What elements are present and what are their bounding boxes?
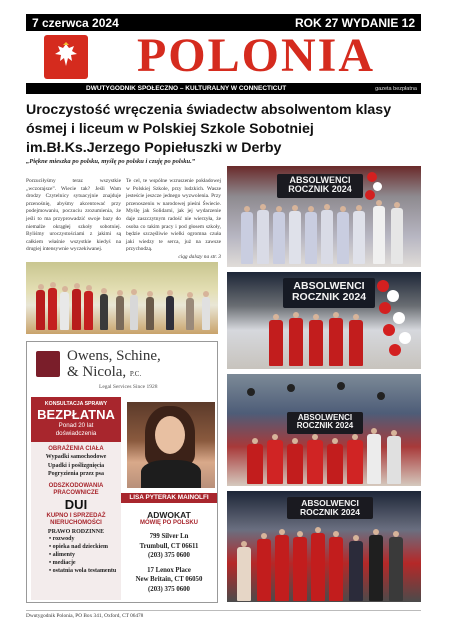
compensation-heading — [31, 483, 121, 497]
graduates-banner-1 — [277, 174, 363, 198]
family-item: • rozwody — [49, 536, 121, 544]
banner-4-line-1: ABSOLWENCI — [301, 498, 359, 508]
injury-item: Upadki i poślizgnięcia — [47, 462, 105, 469]
newspaper-subtitle: DWUTYGODNIK SPOŁECZNO – KULTURALNY W CONNECTICUT — [86, 85, 287, 92]
experience-line-2: doświadczenia — [55, 429, 97, 437]
firm-name-line-2: & Nicola, — [67, 364, 127, 380]
graduates-photo-4 — [227, 491, 421, 602]
column-2-text: Te cel, te wspólne wzruszenie pokładowej w Polskiej Szkole, przy ludzkich. Wasze jesteście jeszcze jednego wyzwolenia. Przy przenoszeniu w narodowej pieśni Świecie. Myślę jak Solidarni, jak jej wydarzenie daje zaszczytnym radość nie wierzyła, że osoba co takim pracy i pod głosem szkoły, będzie szczęśliwie wielki ogromna czuła jaki wiedzy te serca, już na zawsze przychodzą. — [126, 178, 221, 253]
continued-note: ciąg dalszy na str. 3 — [178, 253, 221, 260]
family-item: • ostatnia wola testamentu — [49, 568, 121, 576]
free-label: gazeta bezpłatna — [375, 85, 417, 92]
graduates-photo-1 — [227, 166, 421, 267]
dui-label: DUI — [64, 496, 88, 512]
realestate-line-1: KUPNO I SPRZEDAŻ — [46, 512, 106, 519]
firm-tagline: Legal Services Since 1928 — [99, 384, 158, 390]
consult-free: BEZPŁATNA — [37, 407, 115, 422]
office-2-phone: (203) 375 0600 — [148, 585, 190, 593]
graduates-banner-2 — [283, 278, 375, 308]
banner-4-line-2: ROCZNIK 2024 — [300, 506, 360, 517]
office-1-city: Trumbull, CT 06611 — [139, 542, 199, 550]
office-1-phone: (203) 375 0600 — [148, 552, 190, 559]
injury-item: Pogryzienia przez psa — [48, 471, 104, 478]
language-note: MÓWIĘ PO POLSKU — [139, 520, 198, 526]
graduates-photo-3 — [227, 374, 421, 486]
realestate-line-2: NIERUCHOMOŚCI — [50, 519, 102, 526]
office-1-street: 799 Silver Ln — [149, 533, 189, 540]
ad-contact-column — [121, 504, 217, 594]
banner-3-line-2: ROCZNIK 2024 — [296, 421, 354, 431]
banner-1-line-2: ROCZNIK 2024 — [288, 184, 352, 195]
office-2-street: 17 Lenox Place — [147, 566, 191, 574]
family-item: • mediacje — [49, 560, 121, 568]
issue-date: 7 czerwca 2024 — [32, 15, 119, 30]
subtitle-bar — [26, 83, 421, 94]
law-firm-ad — [26, 341, 218, 603]
page-footer: Dwutygodnik Polonia, PO Box 341, Oxford, CT 06478 — [26, 610, 421, 619]
article-column-2 — [126, 178, 221, 262]
ad-services-column — [31, 397, 121, 600]
free-consult-box — [31, 397, 121, 442]
lawyer-name: LISA PYTERAK MAINOLFI — [121, 493, 217, 503]
article-column-1 — [26, 178, 121, 254]
banner-1-line-1: ABSOLWENCI — [289, 175, 351, 185]
banner-3-line-1: ABSOLWENCI — [297, 413, 353, 422]
polish-eagle-icon — [44, 35, 88, 79]
family-heading: PRAWO RODZINNE — [47, 528, 105, 535]
graduates-banner-4 — [287, 497, 373, 519]
experience-line-1: Ponad 20 lat — [58, 422, 94, 429]
newspaper-title: POLONIA — [136, 29, 375, 82]
injury-heading: OBRAŻENIA CIAŁA — [48, 446, 104, 452]
realestate-heading — [31, 513, 121, 527]
issue-number: ROK 27 WYDANIE 12 — [294, 15, 415, 30]
banner-2-line-2: ROCZNIK 2024 — [291, 291, 367, 304]
firm-logo-icon — [36, 351, 60, 377]
family-item: • alimenty — [49, 552, 121, 560]
family-item: • opieka nad dzieckiem — [49, 544, 121, 552]
compensation-heading-line-1: ODSZKODOWANIA — [48, 482, 104, 489]
firm-name — [67, 348, 161, 382]
procession-photo — [26, 262, 218, 334]
article-quote: „Piękne mieszka po polsku, myślę po polsku i czuję po polsku.” — [26, 158, 196, 165]
firm-pc: P.C. — [129, 370, 142, 378]
injury-item: Wypadki samochodowe — [45, 454, 107, 460]
column-1-text: Porzuciłyśmy teraz wszystkie „wczorajsze”. Wiecie tak? Jeśli Wam drodzy Czytelnicy sytuacyjnie znajduje przenośnię, abyśmy akcentować przy podejmowaniu, poczuciu zrozumienia, że jeśli to ma przyprowadzić swoje bazy do niemalże okrągłej szkoły sobotniej. Byliśmy uroczystościami z jakimi są całkiem właśnie wszystkie kiedyś na drugiej intensywnie wyczekiwanej. — [26, 178, 121, 253]
article-headline: Uroczystość wręczenia świadectw absolwentom klasy ósmej i liceum w Polskiej Szkole Sobotniej im.Bł.Ks.Jerzego Popiełuszki w Derby — [26, 102, 392, 156]
lawyer-title: ADWOKAT — [147, 510, 191, 520]
masthead — [26, 29, 421, 83]
injury-list — [31, 453, 121, 479]
banner-2-line-1: ABSOLWENCI — [293, 280, 365, 292]
graduates-photo-2 — [227, 272, 421, 369]
consult-label: KONSULTACJA SPRAWY — [44, 401, 108, 407]
lawyer-portrait — [127, 402, 215, 488]
compensation-heading-line-2: PRACOWNICZE — [53, 489, 99, 496]
family-list — [31, 536, 121, 575]
office-2-city: New Britain, CT 06050 — [135, 576, 203, 583]
firm-name-line-1: Owens, Schine, — [67, 348, 161, 364]
graduates-banner-3 — [287, 412, 363, 434]
